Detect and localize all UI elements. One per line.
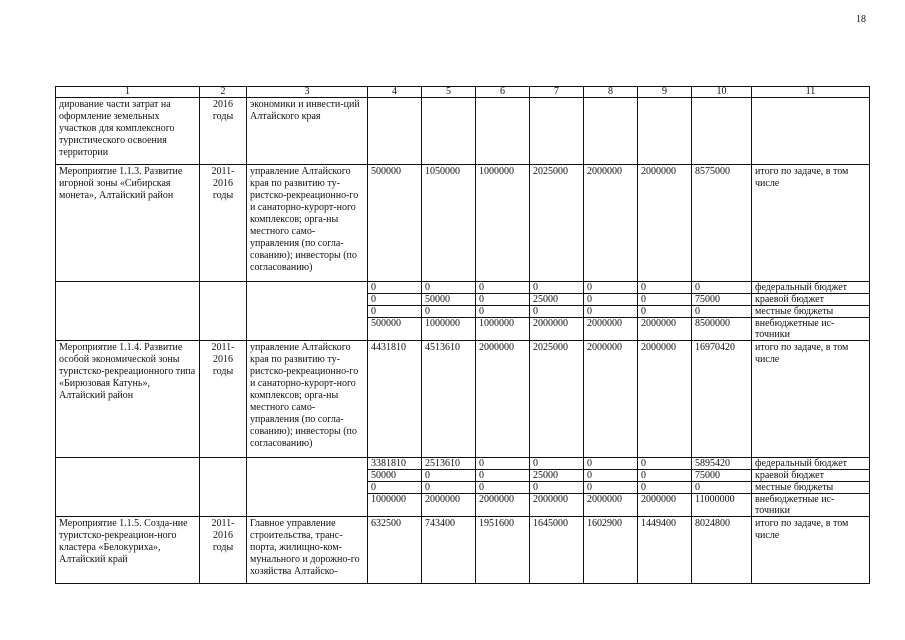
value-cell: 0 <box>422 306 476 318</box>
activity-name: Мероприятие 1.1.4. Развитие особой экономической зоны туристско-рекреационного типа «Бирюзовая Катунь», Алтайский район <box>56 341 200 458</box>
activity-name: Мероприятие 1.1.5. Созда-ние туристско-рекреацион-ного кластера «Белокуриха», Алтайский край <box>56 517 200 584</box>
value-cell: 0 <box>422 282 476 294</box>
table-row <box>56 98 870 165</box>
value-cell: 0 <box>692 282 752 294</box>
value-cell: 2025000 <box>530 165 584 282</box>
value-cell: 0 <box>476 294 530 306</box>
value-cell: 0 <box>530 282 584 294</box>
value-cell: 0 <box>584 470 638 482</box>
funding-source-cell: внебюджетные ис-точники <box>752 494 870 517</box>
funding-source-cell: краевой бюджет <box>752 470 870 482</box>
value-cell: 75000 <box>692 294 752 306</box>
funding-source-cell <box>752 98 870 165</box>
header-cell: 9 <box>638 87 692 98</box>
value-cell: 11000000 <box>692 494 752 517</box>
value-cell: 1000000 <box>476 318 530 341</box>
value-cell: 1951600 <box>476 517 530 584</box>
executor-cell: управление Алтайского края по развитию ту-ристско-рекреационно-го и санаторно-курорт-ного комплексов; орга-ны местного само-управления (по согла-сованию); инвесторы (по согласованию) <box>247 165 368 282</box>
value-cell: 0 <box>584 458 638 470</box>
value-cell: 50000 <box>368 470 422 482</box>
value-cell: 25000 <box>530 470 584 482</box>
funding-source-cell: краевой бюджет <box>752 294 870 306</box>
header-cell: 4 <box>368 87 422 98</box>
executor-cell: экономики и инвести-ций Алтайского края <box>247 98 368 165</box>
value-cell: 8500000 <box>692 318 752 341</box>
value-cell: 0 <box>476 482 530 494</box>
value-cell: 0 <box>476 282 530 294</box>
value-cell: 50000 <box>422 294 476 306</box>
period-cell: 2011-2016 годы <box>200 341 247 458</box>
funding-row <box>56 458 870 470</box>
value-cell: 16970420 <box>692 341 752 458</box>
table-row <box>56 341 870 458</box>
funding-source-cell: итого по задаче, в том числе <box>752 517 870 584</box>
page-number: 18 <box>856 14 866 25</box>
value-cell: 0 <box>368 306 422 318</box>
value-cell: 1050000 <box>422 165 476 282</box>
header-cell: 1 <box>56 87 200 98</box>
value-cell <box>692 98 752 165</box>
empty-cell <box>200 458 247 517</box>
value-cell: 1449400 <box>638 517 692 584</box>
header-cell: 2 <box>200 87 247 98</box>
value-cell: 2000000 <box>530 494 584 517</box>
empty-cell <box>56 458 200 517</box>
program-table <box>55 86 870 584</box>
value-cell: 0 <box>584 294 638 306</box>
value-cell: 8575000 <box>692 165 752 282</box>
value-cell: 1000000 <box>422 318 476 341</box>
period-cell: 2016 годы <box>200 98 247 165</box>
value-cell: 0 <box>584 282 638 294</box>
value-cell: 3381810 <box>368 458 422 470</box>
value-cell: 2000000 <box>584 494 638 517</box>
value-cell: 0 <box>422 482 476 494</box>
header-cell: 8 <box>584 87 638 98</box>
header-cell: 6 <box>476 87 530 98</box>
value-cell: 0 <box>692 306 752 318</box>
value-cell: 2000000 <box>638 494 692 517</box>
value-cell <box>638 98 692 165</box>
empty-cell <box>247 458 368 517</box>
value-cell: 0 <box>638 458 692 470</box>
value-cell: 0 <box>368 482 422 494</box>
value-cell: 0 <box>368 294 422 306</box>
value-cell: 2000000 <box>638 318 692 341</box>
value-cell: 1000000 <box>476 165 530 282</box>
value-cell: 8024800 <box>692 517 752 584</box>
value-cell: 1000000 <box>368 494 422 517</box>
value-cell: 500000 <box>368 318 422 341</box>
funding-source-cell: местные бюджеты <box>752 306 870 318</box>
value-cell: 0 <box>530 458 584 470</box>
header-cell: 11 <box>752 87 870 98</box>
value-cell: 5895420 <box>692 458 752 470</box>
value-cell <box>422 98 476 165</box>
value-cell: 4513610 <box>422 341 476 458</box>
header-cell: 7 <box>530 87 584 98</box>
funding-row <box>56 282 870 294</box>
value-cell: 1645000 <box>530 517 584 584</box>
value-cell: 0 <box>368 282 422 294</box>
funding-source-cell: итого по задаче, в том числе <box>752 341 870 458</box>
value-cell: 743400 <box>422 517 476 584</box>
value-cell: 0 <box>638 482 692 494</box>
value-cell: 500000 <box>368 165 422 282</box>
value-cell: 2000000 <box>584 165 638 282</box>
value-cell: 0 <box>422 470 476 482</box>
header-row <box>56 87 870 98</box>
table-row <box>56 165 870 282</box>
value-cell: 2000000 <box>638 341 692 458</box>
value-cell: 1602900 <box>584 517 638 584</box>
value-cell <box>476 98 530 165</box>
value-cell: 0 <box>638 294 692 306</box>
value-cell: 2000000 <box>530 318 584 341</box>
value-cell: 2000000 <box>584 318 638 341</box>
value-cell: 0 <box>584 306 638 318</box>
value-cell: 4431810 <box>368 341 422 458</box>
value-cell: 0 <box>638 470 692 482</box>
value-cell <box>584 98 638 165</box>
value-cell: 75000 <box>692 470 752 482</box>
empty-cell <box>247 282 368 341</box>
funding-source-cell: федеральный бюджет <box>752 282 870 294</box>
value-cell: 0 <box>530 306 584 318</box>
value-cell: 0 <box>476 458 530 470</box>
value-cell: 2513610 <box>422 458 476 470</box>
funding-source-cell: внебюджетные ис-точники <box>752 318 870 341</box>
table-row <box>56 517 870 584</box>
activity-name: Мероприятие 1.1.3. Развитие игорной зоны «Сибирская монета», Алтайский район <box>56 165 200 282</box>
funding-source-cell: итого по задаче, в том числе <box>752 165 870 282</box>
header-cell: 5 <box>422 87 476 98</box>
header-cell: 3 <box>247 87 368 98</box>
value-cell <box>368 98 422 165</box>
value-cell: 2000000 <box>638 165 692 282</box>
executor-cell: управление Алтайского края по развитию ту-ристско-рекреационно-го и санаторно-курорт-ного комплексов; орга-ны местного само-управления (по согла-сованию); инвесторы (по согласованию) <box>247 341 368 458</box>
empty-cell <box>56 282 200 341</box>
funding-source-cell: федеральный бюджет <box>752 458 870 470</box>
value-cell: 0 <box>638 282 692 294</box>
value-cell <box>530 98 584 165</box>
activity-name: дирование части затрат на оформление земельных участков для комплексного туристического освоения территории <box>56 98 200 165</box>
value-cell: 2000000 <box>476 341 530 458</box>
value-cell: 0 <box>530 482 584 494</box>
empty-cell <box>200 282 247 341</box>
value-cell: 25000 <box>530 294 584 306</box>
value-cell: 0 <box>584 482 638 494</box>
period-cell: 2011-2016 годы <box>200 165 247 282</box>
value-cell: 2000000 <box>476 494 530 517</box>
value-cell: 2025000 <box>530 341 584 458</box>
funding-source-cell: местные бюджеты <box>752 482 870 494</box>
value-cell: 0 <box>476 306 530 318</box>
value-cell: 0 <box>476 470 530 482</box>
value-cell: 2000000 <box>584 341 638 458</box>
header-cell: 10 <box>692 87 752 98</box>
value-cell: 0 <box>638 306 692 318</box>
executor-cell: Главное управление строительства, транс-порта, жилищно-ком-мунального и дорожно-го хозяйства Алтайско- <box>247 517 368 584</box>
value-cell: 632500 <box>368 517 422 584</box>
value-cell: 2000000 <box>422 494 476 517</box>
value-cell: 0 <box>692 482 752 494</box>
period-cell: 2011-2016 годы <box>200 517 247 584</box>
